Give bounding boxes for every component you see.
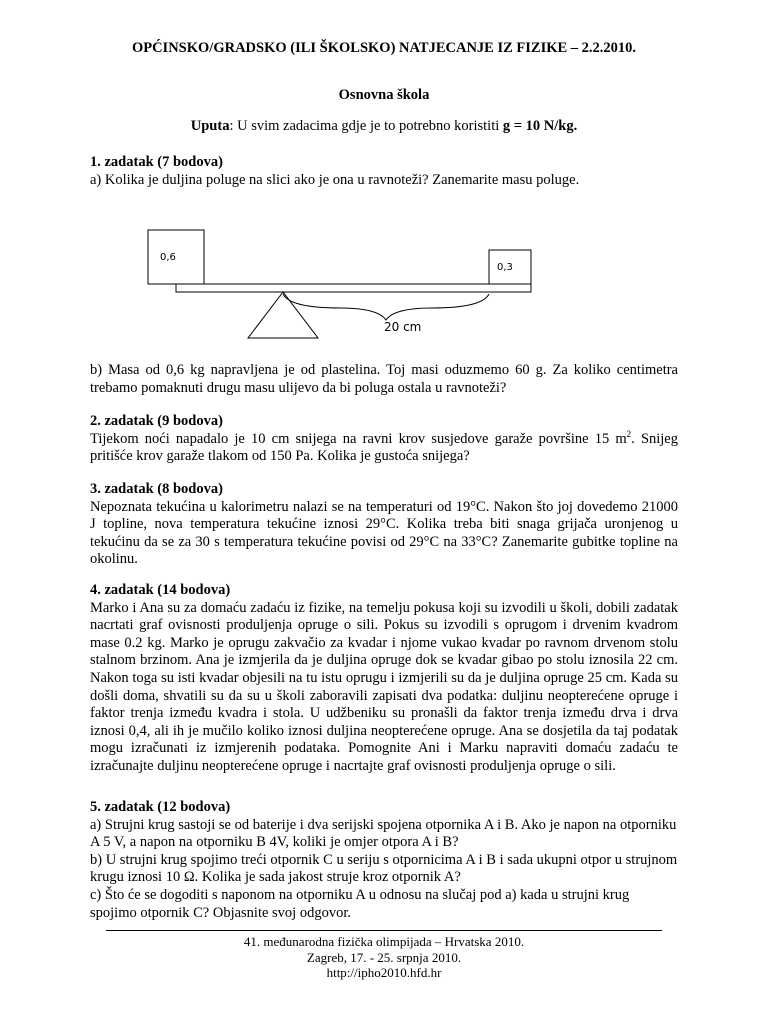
footer xyxy=(0,934,768,981)
task-3-heading: 3. zadatak (8 bodova) xyxy=(90,481,223,497)
task-4-text: Marko i Ana su za domaću zadaću iz fizike, na temelju pokusa koji su izvodili u školi, dobili zadatak nacrtati graf ovisnosti produljenja opruge o sili. Pokus su izvodili s oprugom i drvenim kvadrom mase 0.2 kg. Marko je oprugu zakvačio za kvadar i njome vukao kvadar po ravnom drvenom stolu stalnom brzinom. Ana je izmjerila da je duljina opruge dok se kvadar gibao po stolu iznosila 22 cm. Nakon toga su isti kvadar objesili na tu istu oprugu i izmjerili su da je duljina opruge 25 cm. Kada su došli doma, shvatili su da su u školi zaboravili zapisati dva podatka: duljinu neopterećene opruge i faktor trenja između kvadra i stola. U udžbeniku su pronašli da faktor trenja između drva i drva iznosi 0,4, ali ih je mučilo koliko iznosi duljina neopterećene opruge. Ana se dosjetila da taj podatak mogu izračunati iz izmjerenih podataka. Pomognite Ani i Marku napraviti domaću zadaću te izračunajte duljinu neopterećene opruge i nacrtajte graf ovisnosti produljenja opruge o sili. xyxy=(90,599,678,774)
task-2-superscript: 2 xyxy=(626,428,632,439)
left-mass-box xyxy=(148,230,204,284)
task-1-heading: 1. zadatak (7 bodova) xyxy=(90,154,223,170)
task-1 xyxy=(90,154,678,189)
fulcrum-triangle xyxy=(248,292,318,338)
task-5-part-b: b) U strujni krug spojimo treći otpornik C u seriju s otpornicima A i B i sada ukupni otpor u strujnom krugu iznosi 10 Ω. Kolika je sada jakost struje kroz otpornik A? xyxy=(90,851,678,886)
footer-divider xyxy=(106,930,662,931)
task-5-heading: 5. zadatak (12 bodova) xyxy=(90,799,231,815)
lever-bar xyxy=(176,284,531,292)
task-3 xyxy=(90,481,678,569)
document-title: OPĆINSKO/GRADSKO (ILI ŠKOLSKO) NATJECANJE IZ FIZIKE – 2.2.2010. xyxy=(131,40,637,56)
footer-line-1: 41. međunarodna fizička olimpijada – Hrvatska 2010. xyxy=(243,934,525,949)
footer-url[interactable]: http://ipho2010.hfd.hr xyxy=(326,965,442,980)
task-5 xyxy=(90,799,678,922)
task-2-text-before: Tijekom noći napadalo je 10 cm snijega na ravni krov susjedove garaže površine 15 m xyxy=(90,430,627,447)
task-2 xyxy=(90,413,678,466)
task-2-text-after: . Snijeg pritišće krov garaže tlakom od 150 Pa. Kolika je gustoća snijega? xyxy=(90,430,678,465)
distance-brace xyxy=(283,294,489,320)
distance-label: 20 cm xyxy=(384,320,422,334)
lever-diagram xyxy=(140,220,550,350)
instruction xyxy=(0,118,768,135)
task-5-part-c: c) Što će se dogoditi s naponom na otporniku A u odnosu na slučaj pod a) kada u strujni krug spojimo otpornik C? Objasnite svoj odgovor. xyxy=(90,886,630,921)
document-subtitle: Osnovna škola xyxy=(338,87,430,103)
left-mass-label: 0,6 xyxy=(160,252,176,263)
task-1-b xyxy=(90,362,678,397)
instruction-text: : U svim zadacima gdje je to potrebno koristiti xyxy=(229,118,503,134)
task-4 xyxy=(90,582,678,776)
footer-line-2: Zagreb, 17. - 25. srpnja 2010. xyxy=(306,949,462,965)
task-1-part-a: a) Kolika je duljina poluge na slici ako je ona u ravnoteži? Zanemarite masu poluge. xyxy=(90,171,580,188)
task-5-part-a: a) Strujni krug sastoji se od baterije i dva serijski spojena otpornika A i B. Ako je napon na otporniku A 5 V, a napon na otporniku B 4V, koliki je omjer otpora A i B? xyxy=(90,816,677,851)
task-3-text: Nepoznata tekućina u kalorimetru nalazi se na temperaturi od 19°C. Nakon što joj dovedemo 21000 J topline, nova temperatura tekućine iznosi 29°C. Kolika treba biti snaga grijača uronjenog u tekućinu da se za 30 s temperatura tekućine povisi od 29°C na 33°C? Zanemarite gubitke topline na okolinu. xyxy=(90,498,678,568)
right-mass-label: 0,3 xyxy=(497,262,513,273)
instruction-label: Uputa xyxy=(190,118,230,134)
task-2-heading: 2. zadatak (9 bodova) xyxy=(90,413,223,429)
task-1-part-b: b) Masa od 0,6 kg napravljena je od plastelina. Toj masi oduzmemo 60 g. Za koliko centimetra trebamo pomaknuti drugu masu ulijevo da bi poluga ostala u ravnoteži? xyxy=(90,362,678,396)
task-4-heading: 4. zadatak (14 bodova) xyxy=(90,582,231,598)
instruction-value: g = 10 N/kg. xyxy=(502,118,578,134)
task-2-text xyxy=(90,428,678,466)
